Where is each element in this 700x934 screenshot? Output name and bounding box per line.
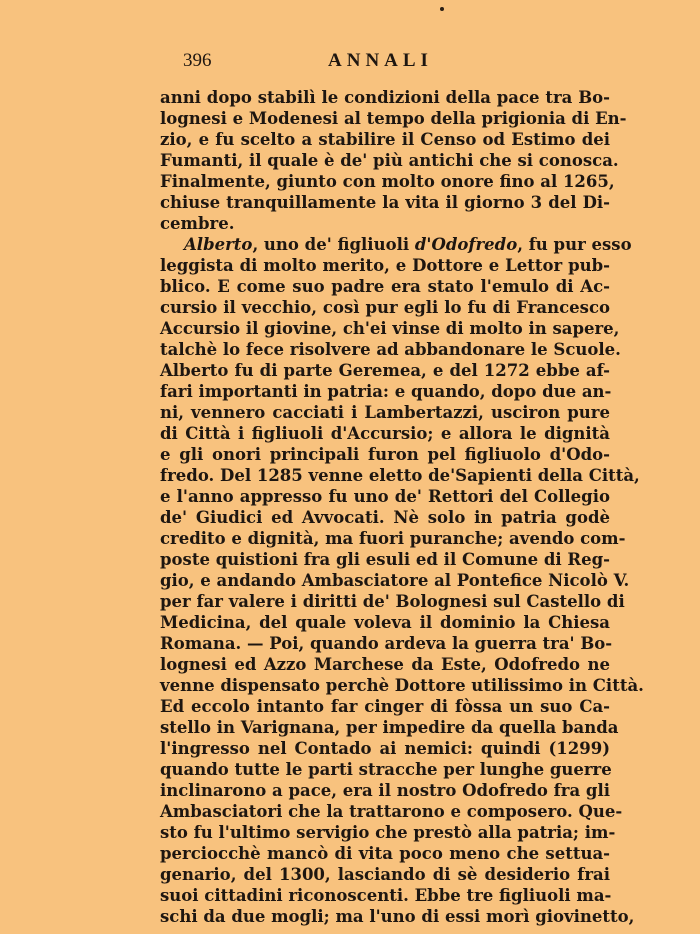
text-line: Finalmente, giunto con molto onore fino al 1265, [160, 172, 615, 191]
text-line: e gli onori principali furon pel figliuolo d'Odo- [160, 445, 610, 464]
person-name-odofredo: d'Odofredo [414, 235, 518, 254]
text-line: fari importanti in patria: e quando, dopo due an- [160, 382, 612, 401]
text-line: quando tutte le parti stracche per lunghe guerre [160, 760, 612, 779]
text-line: e l'anno appresso fu uno de' Rettori del Collegio [160, 487, 610, 506]
text-line: zio, e fu scelto a stabilire il Censo od Estimo dei [160, 130, 610, 149]
text-line: talchè lo fece risolvere ad abbandonare le Scuole. [160, 340, 621, 359]
text-line: Romana. — Poi, quando ardeva la guerra tra' Bo- [160, 634, 613, 653]
text-line: per far valere i diritti de' Bolognesi sul Castello di [160, 592, 625, 611]
text-line: Alberto fu di parte Geremea, e del 1272 ebbe af- [160, 361, 610, 380]
ink-speck [440, 7, 444, 11]
text-line: l'ingresso nel Contado ai nemici: quindi (1299) [160, 739, 610, 758]
text-line: Ed eccolo intanto far cinger di fòssa un suo Ca- [160, 697, 610, 716]
text-line: schi da due mogli; ma l'uno di essi morì giovinetto, [160, 907, 635, 926]
running-title: ANNALI [328, 50, 433, 71]
text-line: Fumanti, il quale è de' più antichi che si conosca. [160, 151, 619, 170]
text-fragment: , fu pur esso [517, 235, 632, 254]
text-line: Accursio il giovine, ch'ei vinse di molto in sapere, [160, 319, 620, 338]
text-line: credito e dignità, ma fuori puranche; avendo com- [160, 529, 626, 548]
text-line: Ambasciatori che la trattarono e composero. Que- [160, 802, 623, 821]
paragraph-start-line [160, 234, 632, 255]
text-line: anni dopo stabilì le condizioni della pace tra Bo- [160, 88, 610, 107]
text-line: Medicina, del quale voleva il dominio la Chiesa [160, 613, 610, 632]
text-line: perciocchè mancò di vita poco meno che settua- [160, 844, 610, 863]
text-line: de' Giudici ed Avvocati. Nè solo in patria godè [160, 508, 610, 527]
text-line: sto fu l'ultimo servigio che prestò alla patria; im- [160, 823, 616, 842]
text-line: suoi cittadini riconoscenti. Ebbe tre figliuoli ma- [160, 886, 612, 905]
body-text [160, 87, 644, 927]
text-line: venne dispensato perchè Dottore utilissimo in Città. [160, 676, 644, 695]
text-line: lognesi e Modenesi al tempo della prigionia di En- [160, 109, 627, 128]
text-line: lognesi ed Azzo Marchese da Este, Odofredo ne [160, 655, 610, 674]
text-line: ni, vennero cacciati i Lambertazzi, usciron pure [160, 403, 610, 422]
text-line: cursio il vecchio, così pur egli lo fu di Francesco [160, 298, 610, 317]
text-line: cembre. [160, 214, 235, 233]
page-number: 396 [183, 50, 212, 71]
text-line: di Città i figliuoli d'Accursio; e allora le dignità [160, 424, 610, 443]
text-line: chiuse tranquillamente la vita il giorno 3 del Di- [160, 193, 610, 212]
text-fragment: , uno de' figliuoli [252, 235, 415, 254]
text-line: inclinarono a pace, era il nostro Odofredo fra gli [160, 781, 610, 800]
page-header [183, 50, 613, 74]
text-line: stello in Varignana, per impedire da quella banda [160, 718, 619, 737]
text-line: fredo. Del 1285 venne eletto de'Sapienti della Città, [160, 466, 640, 485]
text-line: gio, e andando Ambasciatore al Pontefice Nicolò V. [160, 571, 630, 590]
text-line: poste quistioni fra gli esuli ed il Comune di Reg- [160, 550, 610, 569]
text-line: blico. E come suo padre era stato l'emulo di Ac- [160, 277, 610, 296]
text-line: leggista di molto merito, e Dottore e Lettor pub- [160, 256, 610, 275]
text-line: genario, del 1300, lasciando di sè desiderio frai [160, 865, 610, 884]
person-name-alberto: Alberto [184, 235, 253, 254]
